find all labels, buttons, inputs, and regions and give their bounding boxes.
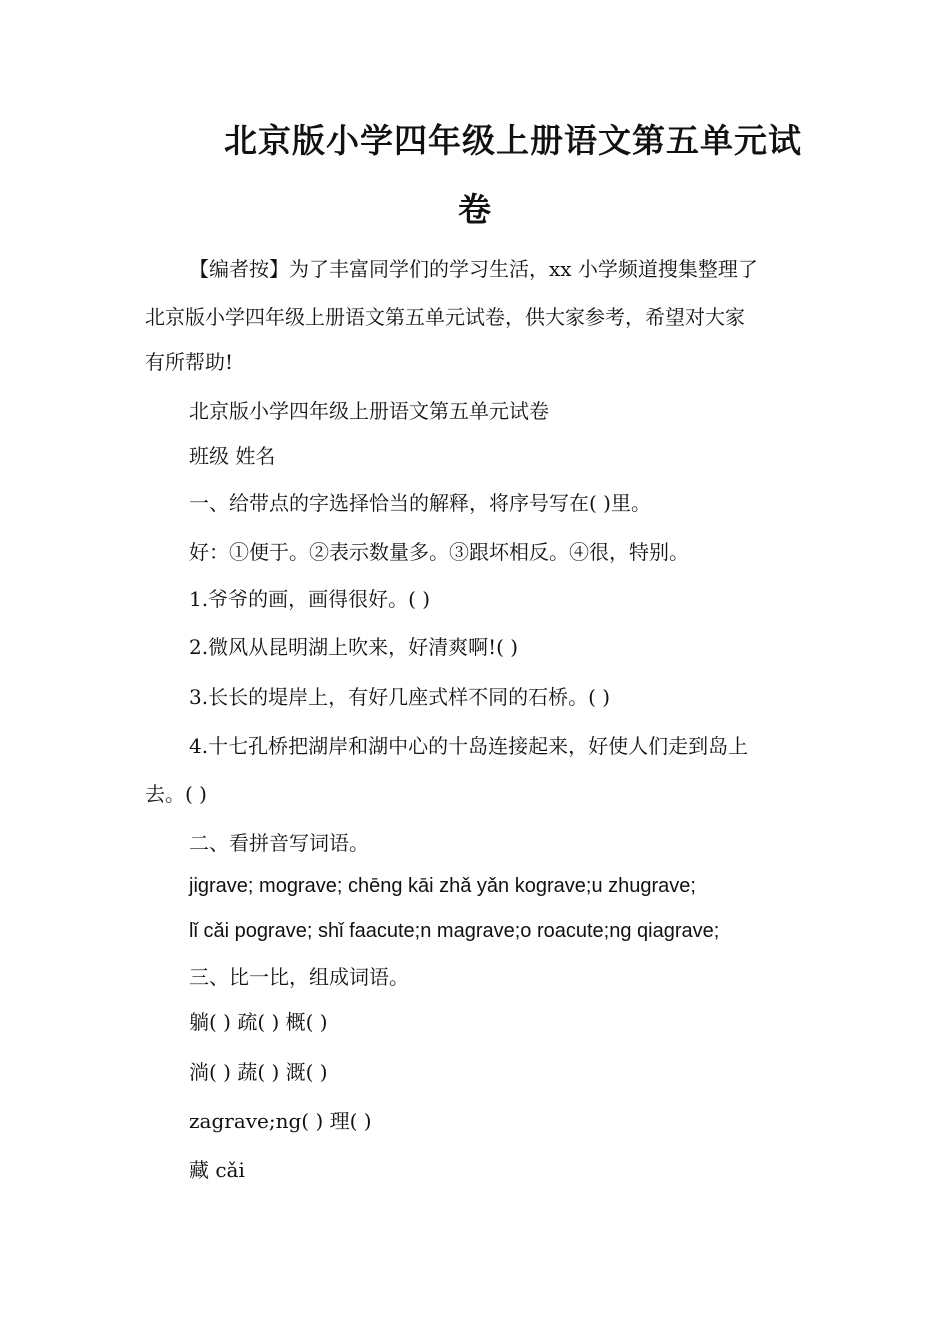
pinyin-line-1: jigrave; mograve; chēng kāi zhǎ yǎn kograve;u zhugrave; (189, 875, 696, 897)
intro-line-1: 【编者按】为了丰富同学们的学习生活，xx 小学频道搜集整理了 (189, 257, 758, 281)
class-name-line: 班级 姓名 (189, 444, 276, 468)
compare-row-1: 躺( ) 疏( ) 概( ) (189, 1010, 328, 1034)
section1-options: 好：①便于。②表示数量多。③跟坏相反。④很，特别。 (189, 540, 689, 564)
section3-heading: 三、比一比，组成词语。 (189, 965, 409, 989)
intro-line-2: 北京版小学四年级上册语文第五单元试卷，供大家参考，希望对大家 (145, 305, 745, 329)
question-4-line2: 去。( ) (145, 782, 207, 806)
pinyin-line-2: lǐ cǎi pograve; shǐ faacute;n magrave;o roacute;ng qiagrave; (189, 920, 720, 942)
compare-row-2: 淌( ) 蔬( ) 溉( ) (189, 1060, 328, 1084)
question-2: 2.微风从昆明湖上吹来，好清爽啊!( ) (189, 635, 519, 659)
compare-row-3: zagrave;ng( ) 理( ) (189, 1109, 372, 1133)
intro-line-3: 有所帮助! (145, 350, 234, 374)
question-3: 3.长长的堤岸上，有好几座式样不同的石桥。( ) (189, 685, 611, 709)
subtitle: 北京版小学四年级上册语文第五单元试卷 (189, 399, 549, 423)
compare-row-4: 藏 cǎi (189, 1158, 245, 1182)
question-1: 1.爷爷的画，画得很好。( ) (189, 587, 431, 611)
section2-heading: 二、看拼音写词语。 (189, 831, 369, 855)
question-4-line1: 4.十七孔桥把湖岸和湖中心的十岛连接起来，好使人们走到岛上 (189, 734, 749, 758)
section1-heading: 一、给带点的字选择恰当的解释，将序号写在( )里。 (189, 491, 651, 515)
document-title-line1: 北京版小学四年级上册语文第五单元试 (224, 121, 802, 160)
document-title-line2: 卷 (458, 190, 492, 229)
